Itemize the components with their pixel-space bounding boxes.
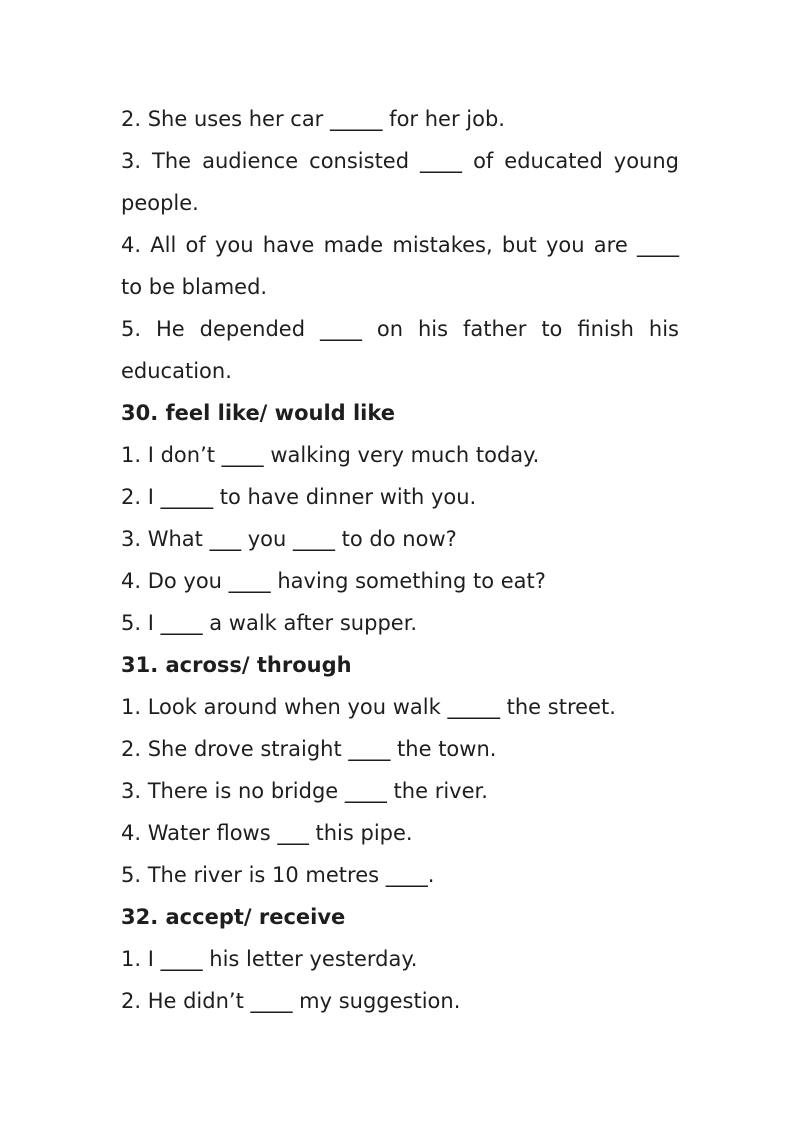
exercise-item-31-1: 1. Look around when you walk _____ the street.: [121, 695, 616, 719]
exercise-item-29-5: 5. He depended ____ on his father to finish his education.: [121, 317, 679, 383]
exercise-item-29-2: 2. She uses her car _____ for her job.: [121, 107, 505, 131]
section-heading-31: 31. across/ through: [121, 653, 352, 677]
section-heading-32: 32. accept/ receive: [121, 905, 346, 929]
exercise-item-32-1: 1. I ____ his letter yesterday.: [121, 947, 418, 971]
exercise-item-31-5: 5. The river is 10 metres ____.: [121, 863, 435, 887]
exercise-item-29-4: 4. All of you have made mistakes, but you are ____ to be blamed.: [121, 233, 679, 299]
exercise-item-30-2: 2. I _____ to have dinner with you.: [121, 485, 477, 509]
section-heading-30: 30. feel like/ would like: [121, 401, 396, 425]
exercise-item-30-4: 4. Do you ____ having something to eat?: [121, 569, 546, 593]
exercise-content: [121, 98, 679, 1022]
exercise-item-30-5: 5. I ____ a walk after supper.: [121, 611, 418, 635]
exercise-item-32-2: 2. He didn’t ____ my suggestion.: [121, 989, 461, 1013]
exercise-item-30-1: 1. I don’t ____ walking very much today.: [121, 443, 540, 467]
exercise-item-31-3: 3. There is no bridge ____ the river.: [121, 779, 488, 803]
exercise-item-31-4: 4. Water flows ___ this pipe.: [121, 821, 413, 845]
exercise-item-30-3: 3. What ___ you ____ to do now?: [121, 527, 457, 551]
exercise-item-29-3: 3. The audience consisted ____ of educated young people.: [121, 149, 679, 215]
exercise-item-31-2: 2. She drove straight ____ the town.: [121, 737, 497, 761]
